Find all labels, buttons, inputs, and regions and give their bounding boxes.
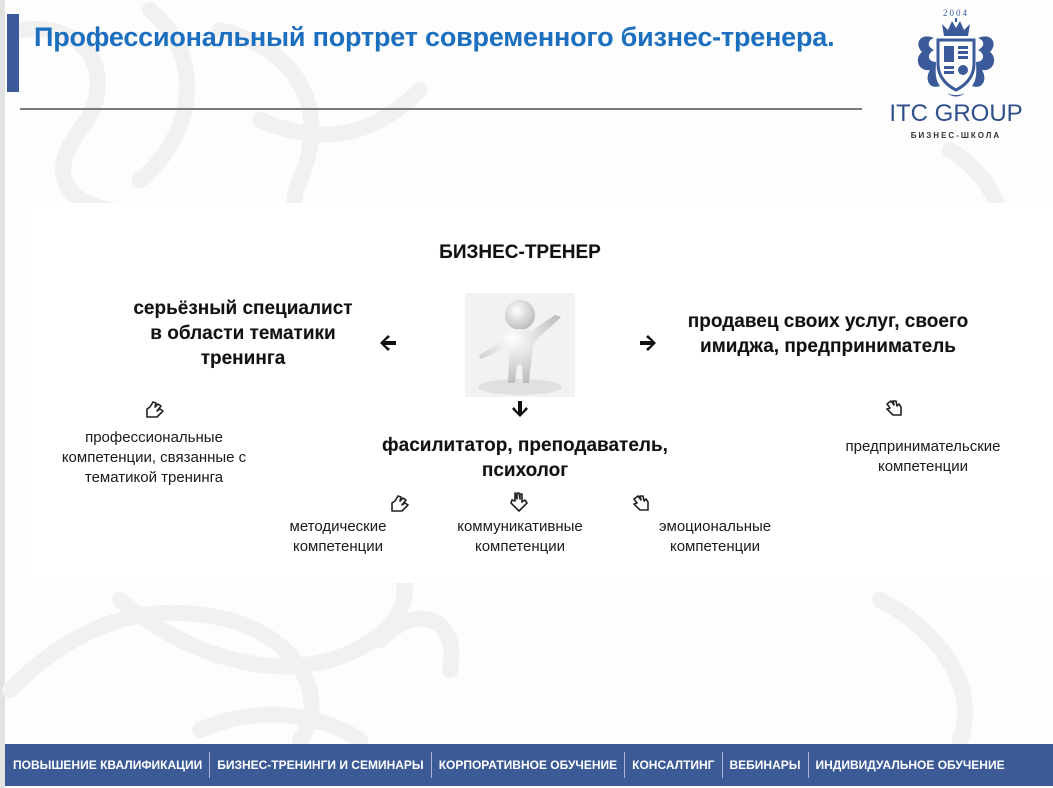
arrow-left-icon xyxy=(378,333,398,353)
footer-nav xyxy=(5,744,1053,786)
left-role-title: серьёзный специалист в области тематики тренинга xyxy=(133,298,353,369)
bottom-role-title: фасилитатор, преподаватель, психолог xyxy=(382,435,668,481)
pointing-hand-down-icon xyxy=(508,491,530,513)
title-divider xyxy=(20,108,862,110)
pointing-hand-icon xyxy=(389,493,411,515)
arrow-down-icon xyxy=(510,399,530,419)
footer-link-consulting[interactable]: КОНСАЛТИНГ xyxy=(632,758,715,772)
footer-link-trainings[interactable]: БИЗНЕС-ТРЕНИНГИ И СЕМИНАРЫ xyxy=(217,758,424,772)
page-title: Профессиональный портрет современного бизнес-тренера. xyxy=(34,22,835,52)
right-competence: предпринимательские компетенции xyxy=(845,438,1001,475)
methodical-competence: методические компетенции xyxy=(289,518,387,555)
crest-icon xyxy=(906,18,1006,100)
logo-name: ITC GROUP xyxy=(889,100,1023,127)
center-title: БИЗНЕС-ТРЕНЕР xyxy=(439,242,601,263)
footer-link-webinars[interactable]: ВЕБИНАРЫ xyxy=(729,758,801,772)
left-competence: профессиональные компетенции, связанные с тематикой тренинга xyxy=(61,429,247,486)
pointing-hand-icon xyxy=(630,493,652,515)
communicative-competence: коммуникативные компетенции xyxy=(457,518,583,555)
pointing-hand-icon xyxy=(883,398,905,420)
logo-subtitle: БИЗНЕС-ШКОЛА xyxy=(910,131,1002,140)
person-figure-image xyxy=(465,293,575,397)
company-logo xyxy=(876,4,1036,142)
emotional-competence: эмоциональные компетенции xyxy=(658,518,772,555)
arrow-right-icon xyxy=(638,333,658,353)
right-role-title: продавец своих услуг, своего имиджа, предприниматель xyxy=(687,311,969,357)
footer-link-corporate[interactable]: КОРПОРАТИВНОЕ ОБУЧЕНИЕ xyxy=(438,758,618,772)
title-accent-bar xyxy=(7,14,19,92)
pointing-hand-icon xyxy=(144,399,166,421)
footer-link-individual[interactable]: ИНДИВИДУАЛЬНОЕ ОБУЧЕНИЕ xyxy=(815,758,1005,772)
footer-link-qualification[interactable]: ПОВЫШЕНИЕ КВАЛИФИКАЦИИ xyxy=(13,758,203,772)
slide-left-border xyxy=(0,0,5,788)
logo-year: 2004 xyxy=(943,8,969,18)
